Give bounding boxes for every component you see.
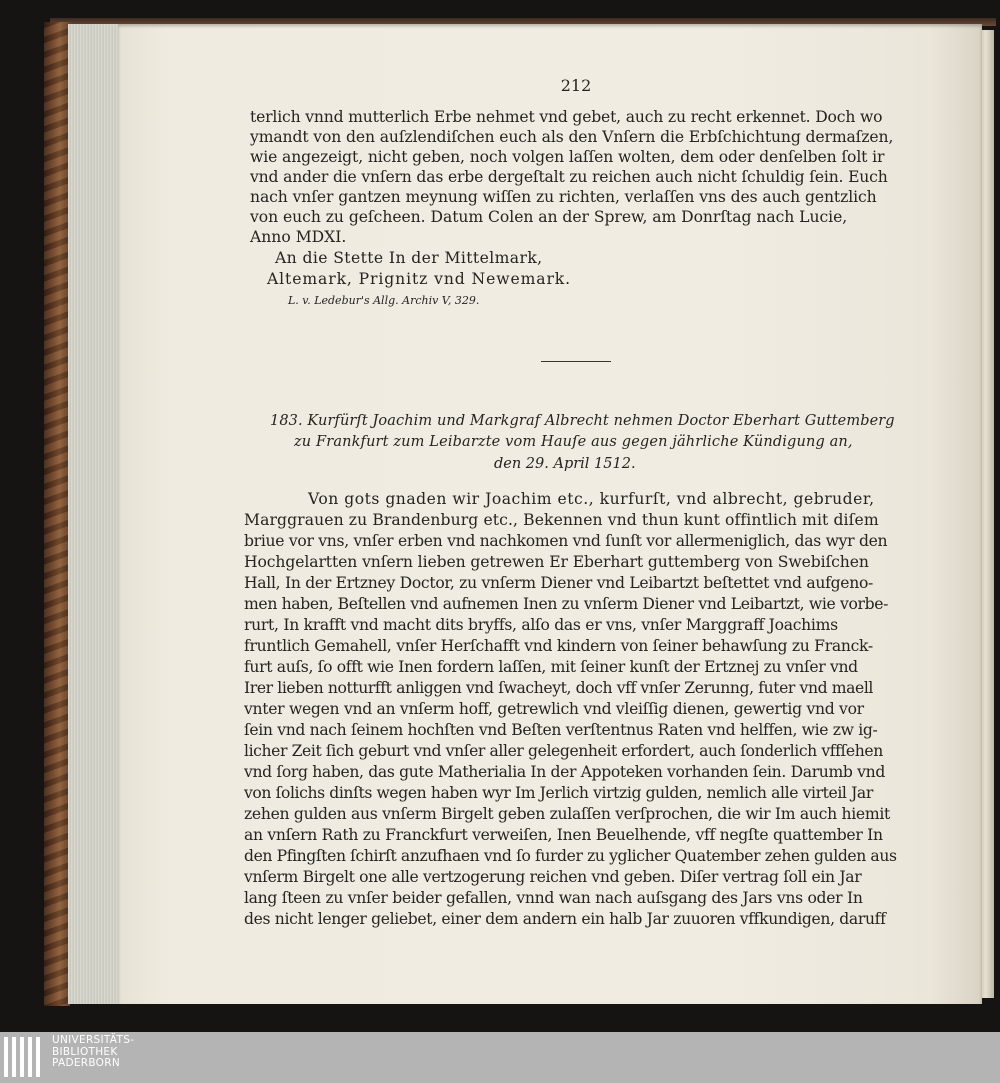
- text-line: vnd ander die vnſern das erbe dergeſtalt zu reichen auch nicht ſchuldig ſein. Euch: [250, 168, 888, 186]
- library-footer-bar: [0, 1032, 1000, 1083]
- body-line: den Pfingſten ſchirſt anzufhaen vnd ſo furder zu yglicher Quatember zehen gulden aus: [244, 847, 897, 865]
- page-number: 212: [560, 76, 592, 95]
- body-line: rurt, In krafft vnd macht dits bryffs, alſo das er vns, vnſer Marggraff Joachims: [244, 616, 838, 634]
- body-line: men haben, Beſtellen vnd aufnemen Inen zu vnſerm Diener vnd Leibartzt, wie vorbe-: [244, 595, 889, 613]
- body-line: an vnſern Rath zu Franckfurt verweiſen, Inen Beuelhende, vff negſte quattember In: [244, 826, 883, 844]
- library-name-line: UNIVERSITÄTS-: [52, 1034, 135, 1046]
- body-line: von ſolichs dinſts wegen haben wyr Im Jerlich virtzig gulden, nemlich alle virteil Jar: [244, 784, 873, 802]
- text-line: Anno MDXI.: [250, 228, 347, 246]
- document-heading-date: den 29. April 1512.: [494, 456, 636, 472]
- library-name: [52, 1035, 134, 1070]
- body-line: licher Zeit ſich geburt vnd vnſer aller gelegenheit erfordert, auch ſonderlich vffſehen: [244, 742, 883, 760]
- body-line: des nicht lenger geliebet, einer dem andern ein halb Jar zuuoren vffkundigen, daruff: [244, 910, 886, 928]
- text-line: wie angezeigt, nicht geben, noch volgen laſſen wolten, dem oder denſelben ſolt ir: [250, 148, 885, 166]
- body-line: Hall, In der Ertzney Doctor, zu vnſerm Diener vnd Leibartzt beſtettet vnd aufgeno-: [244, 574, 873, 592]
- body-line: furt auſs, ſo offt wie Inen fordern laſſen, mit ſeiner kunſt der Ertznej zu vnſer vnd: [244, 658, 858, 676]
- address-line: Altemark, Prignitz vnd Newemark.: [267, 270, 572, 288]
- body-line: ſein vnd nach ſeinem hochſten vnd Beſten verſtentnus Raten vnd helffen, wie zw ig-: [244, 721, 878, 739]
- text-line: nach vnſer gantzen meynung wiſſen zu richten, verlaſſen vns des auch gentzlich: [250, 188, 877, 206]
- body-line: zehen gulden aus vnſerm Birgelt geben zulaſſen verſprochen, die wir Im auch hiemit: [244, 805, 890, 823]
- document-heading-line: 183. Kurfürſt Joachim und Markgraf Albrecht nehmen Doctor Eberhart Guttemberg: [270, 413, 895, 429]
- text-line: ymandt von den auſzlendiſchen euch als den Vnſern die Erbſchichtung dermaſzen,: [250, 128, 894, 146]
- library-name-line: BIBLIOTHEK: [52, 1045, 118, 1058]
- library-logo-icon: [4, 1037, 46, 1077]
- body-line: vnd ſorg haben, das gute Matherialia In der Appoteken vorhanden ſein. Darumb vnd: [244, 763, 885, 781]
- body-line: fruntlich Gemahell, vnſer Herſchafft vnd kindern von ſeiner behawſung zu Franck-: [244, 637, 873, 655]
- body-line: vnter wegen vnd an vnſerm hoff, getrewlich vnd vleiſſig dienen, gewertig vnd vor: [244, 700, 864, 718]
- page-stack-edge: [68, 24, 120, 1004]
- source-reference: L. v. Ledebur's Allg. Archiv V, 329.: [288, 294, 480, 307]
- body-line: Hochgelartten vnſern lieben getrewen Er Eberhart guttemberg von Swebiſchen: [244, 553, 869, 571]
- body-line: Von gots gnaden wir Joachim etc., kurfurſt, vnd albrecht, gebruder,: [308, 490, 875, 508]
- document-heading-line: zu Frankfurt zum Leibarzte vom Hauſe aus gegen jährliche Kündigung an,: [294, 434, 853, 450]
- book-cover-edge: [44, 22, 70, 1006]
- body-line: Irer lieben notturfft anliggen vnd ſwacheyt, doch vff vnſer Zerunng, futer vnd maell: [244, 679, 874, 697]
- page-right-edge: [980, 30, 994, 998]
- address-line: An die Stette In der Mittelmark,: [275, 249, 543, 267]
- text-line: terlich vnnd mutterlich Erbe nehmet vnd gebet, auch zu recht erkennet. Doch wo: [250, 108, 883, 126]
- body-line: lang ſteen zu vnſer beider gefallen, vnnd wan nach auſsgang des Jars vns oder In: [244, 889, 863, 907]
- section-divider: [541, 361, 611, 362]
- body-line: vnſerm Birgelt one alle vertzogerung reichen vnd geben. Diſer vertrag ſoll ein Jar: [244, 868, 862, 886]
- body-line: Marggrauen zu Brandenburg etc., Bekennen vnd thun kunt offintlich mit diſem: [244, 511, 879, 529]
- text-line: von euch zu geſcheen. Datum Colen an der Sprew, am Donrſtag nach Lucie,: [250, 208, 848, 226]
- library-name-line: PADERBORN: [52, 1057, 120, 1069]
- body-line: briue vor vns, vnſer erben vnd nachkomen vnd ſunſt vor allermeniglich, das wyr den: [244, 532, 888, 550]
